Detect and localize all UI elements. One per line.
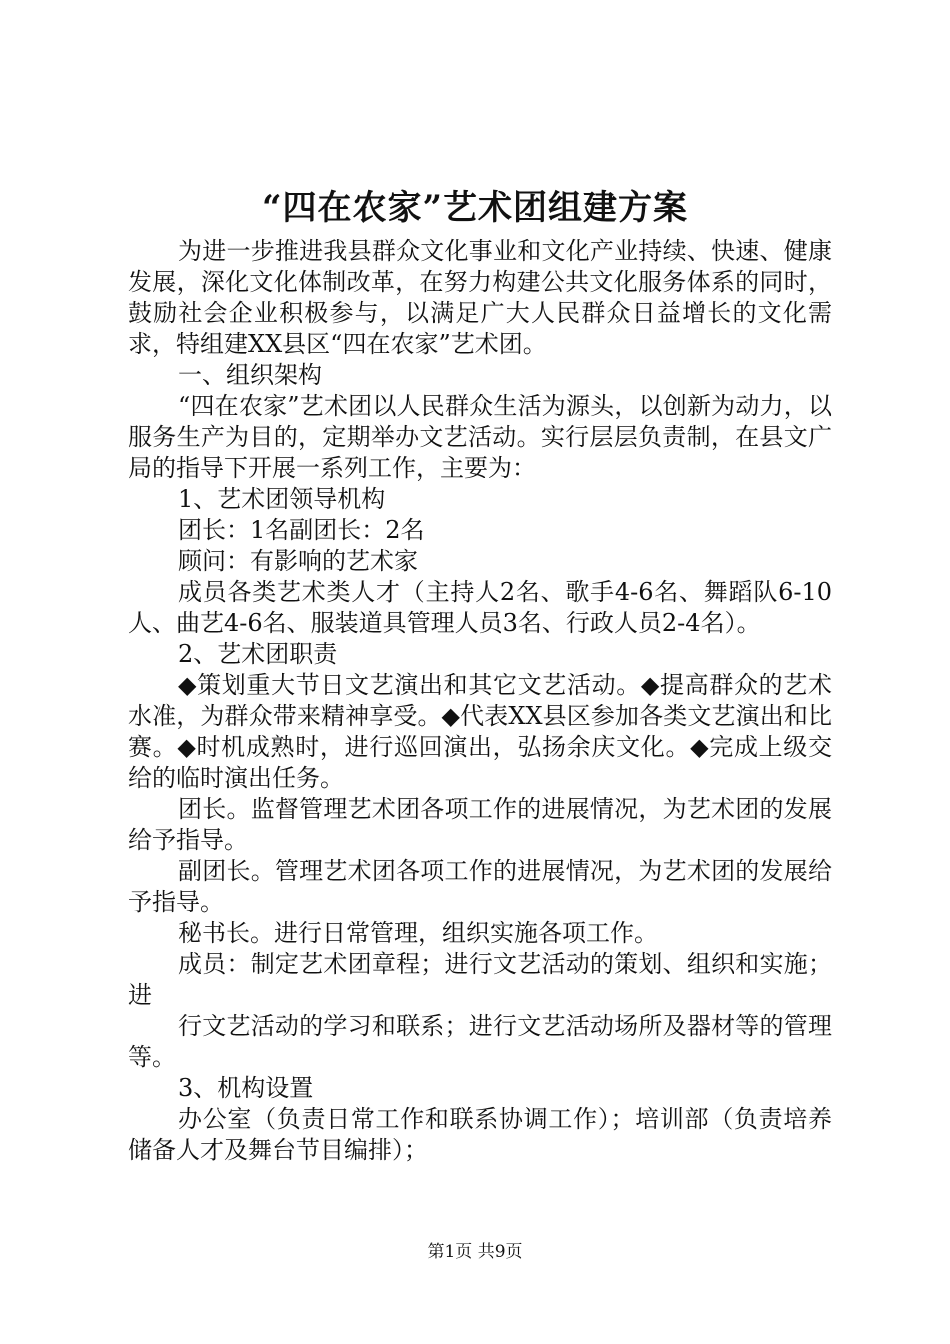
page-footer: 第1页 共9页	[427, 1242, 523, 1262]
paragraph-deputy-role: 副团长。管理艺术团各项工作的进展情况，为艺术团的发展给予指导。	[128, 857, 832, 916]
paragraph-members: 成员各类艺术类人才（主持人2名、歌手4-6名、舞蹈队6-10人、曲艺4-6名、服装道具管理人员3名、行政人员2-4名）。	[128, 578, 832, 637]
heading-leadership: 1、艺术团领导机构	[178, 485, 386, 513]
document-body	[128, 236, 832, 1166]
paragraph-advisor: 顾问：有影响的艺术家	[178, 547, 418, 575]
paragraph-leader-role: 团长。监督管理艺术团各项工作的进展情况，为艺术团的发展给予指导。	[128, 795, 832, 854]
paragraph-secretary-role: 秘书长。进行日常管理，组织实施各项工作。	[178, 919, 658, 947]
paragraph-structure: 办公室（负责日常工作和联系协调工作）；培训部（负责培养储备人才及舞台节目编排）；	[128, 1105, 832, 1164]
paragraph-leaders: 团长：1名副团长：2名	[178, 516, 425, 544]
paragraph-organization: “四在农家”艺术团以人民群众生活为源头，以创新为动力，以服务生产为目的，定期举办文艺活动。实行层层负责制，在县文广局的指导下开展一系列工作，主要为：	[128, 392, 832, 482]
heading-structure: 3、机构设置	[178, 1074, 314, 1102]
paragraph-duties: ◆策划重大节日文艺演出和其它文艺活动。◆提高群众的艺术水准，为群众带来精神享受。◆代表XX县区参加各类文艺演出和比赛。◆时机成熟时，进行巡回演出，弘扬余庆文化。◆完成上级交给的临时演出任务。	[128, 671, 832, 792]
heading-organization: 一、组织架构	[178, 361, 322, 389]
heading-duties: 2、艺术团职责	[178, 640, 338, 668]
paragraph-member-role-cont: 行文艺活动的学习和联系；进行文艺活动场所及器材等的管理等。	[128, 1012, 832, 1071]
paragraph-member-role: 成员：制定艺术团章程；进行文艺活动的策划、组织和实施；进	[128, 950, 832, 1009]
document-title: “四在农家”艺术团组建方案	[261, 188, 689, 228]
paragraph-intro: 为进一步推进我县群众文化事业和文化产业持续、快速、健康发展，深化文化体制改革，在努力构建公共文化服务体系的同时，鼓励社会企业积极参与，以满足广大人民群众日益增长的文化需求，特组建XX县区“四在农家”艺术团。	[128, 237, 832, 358]
